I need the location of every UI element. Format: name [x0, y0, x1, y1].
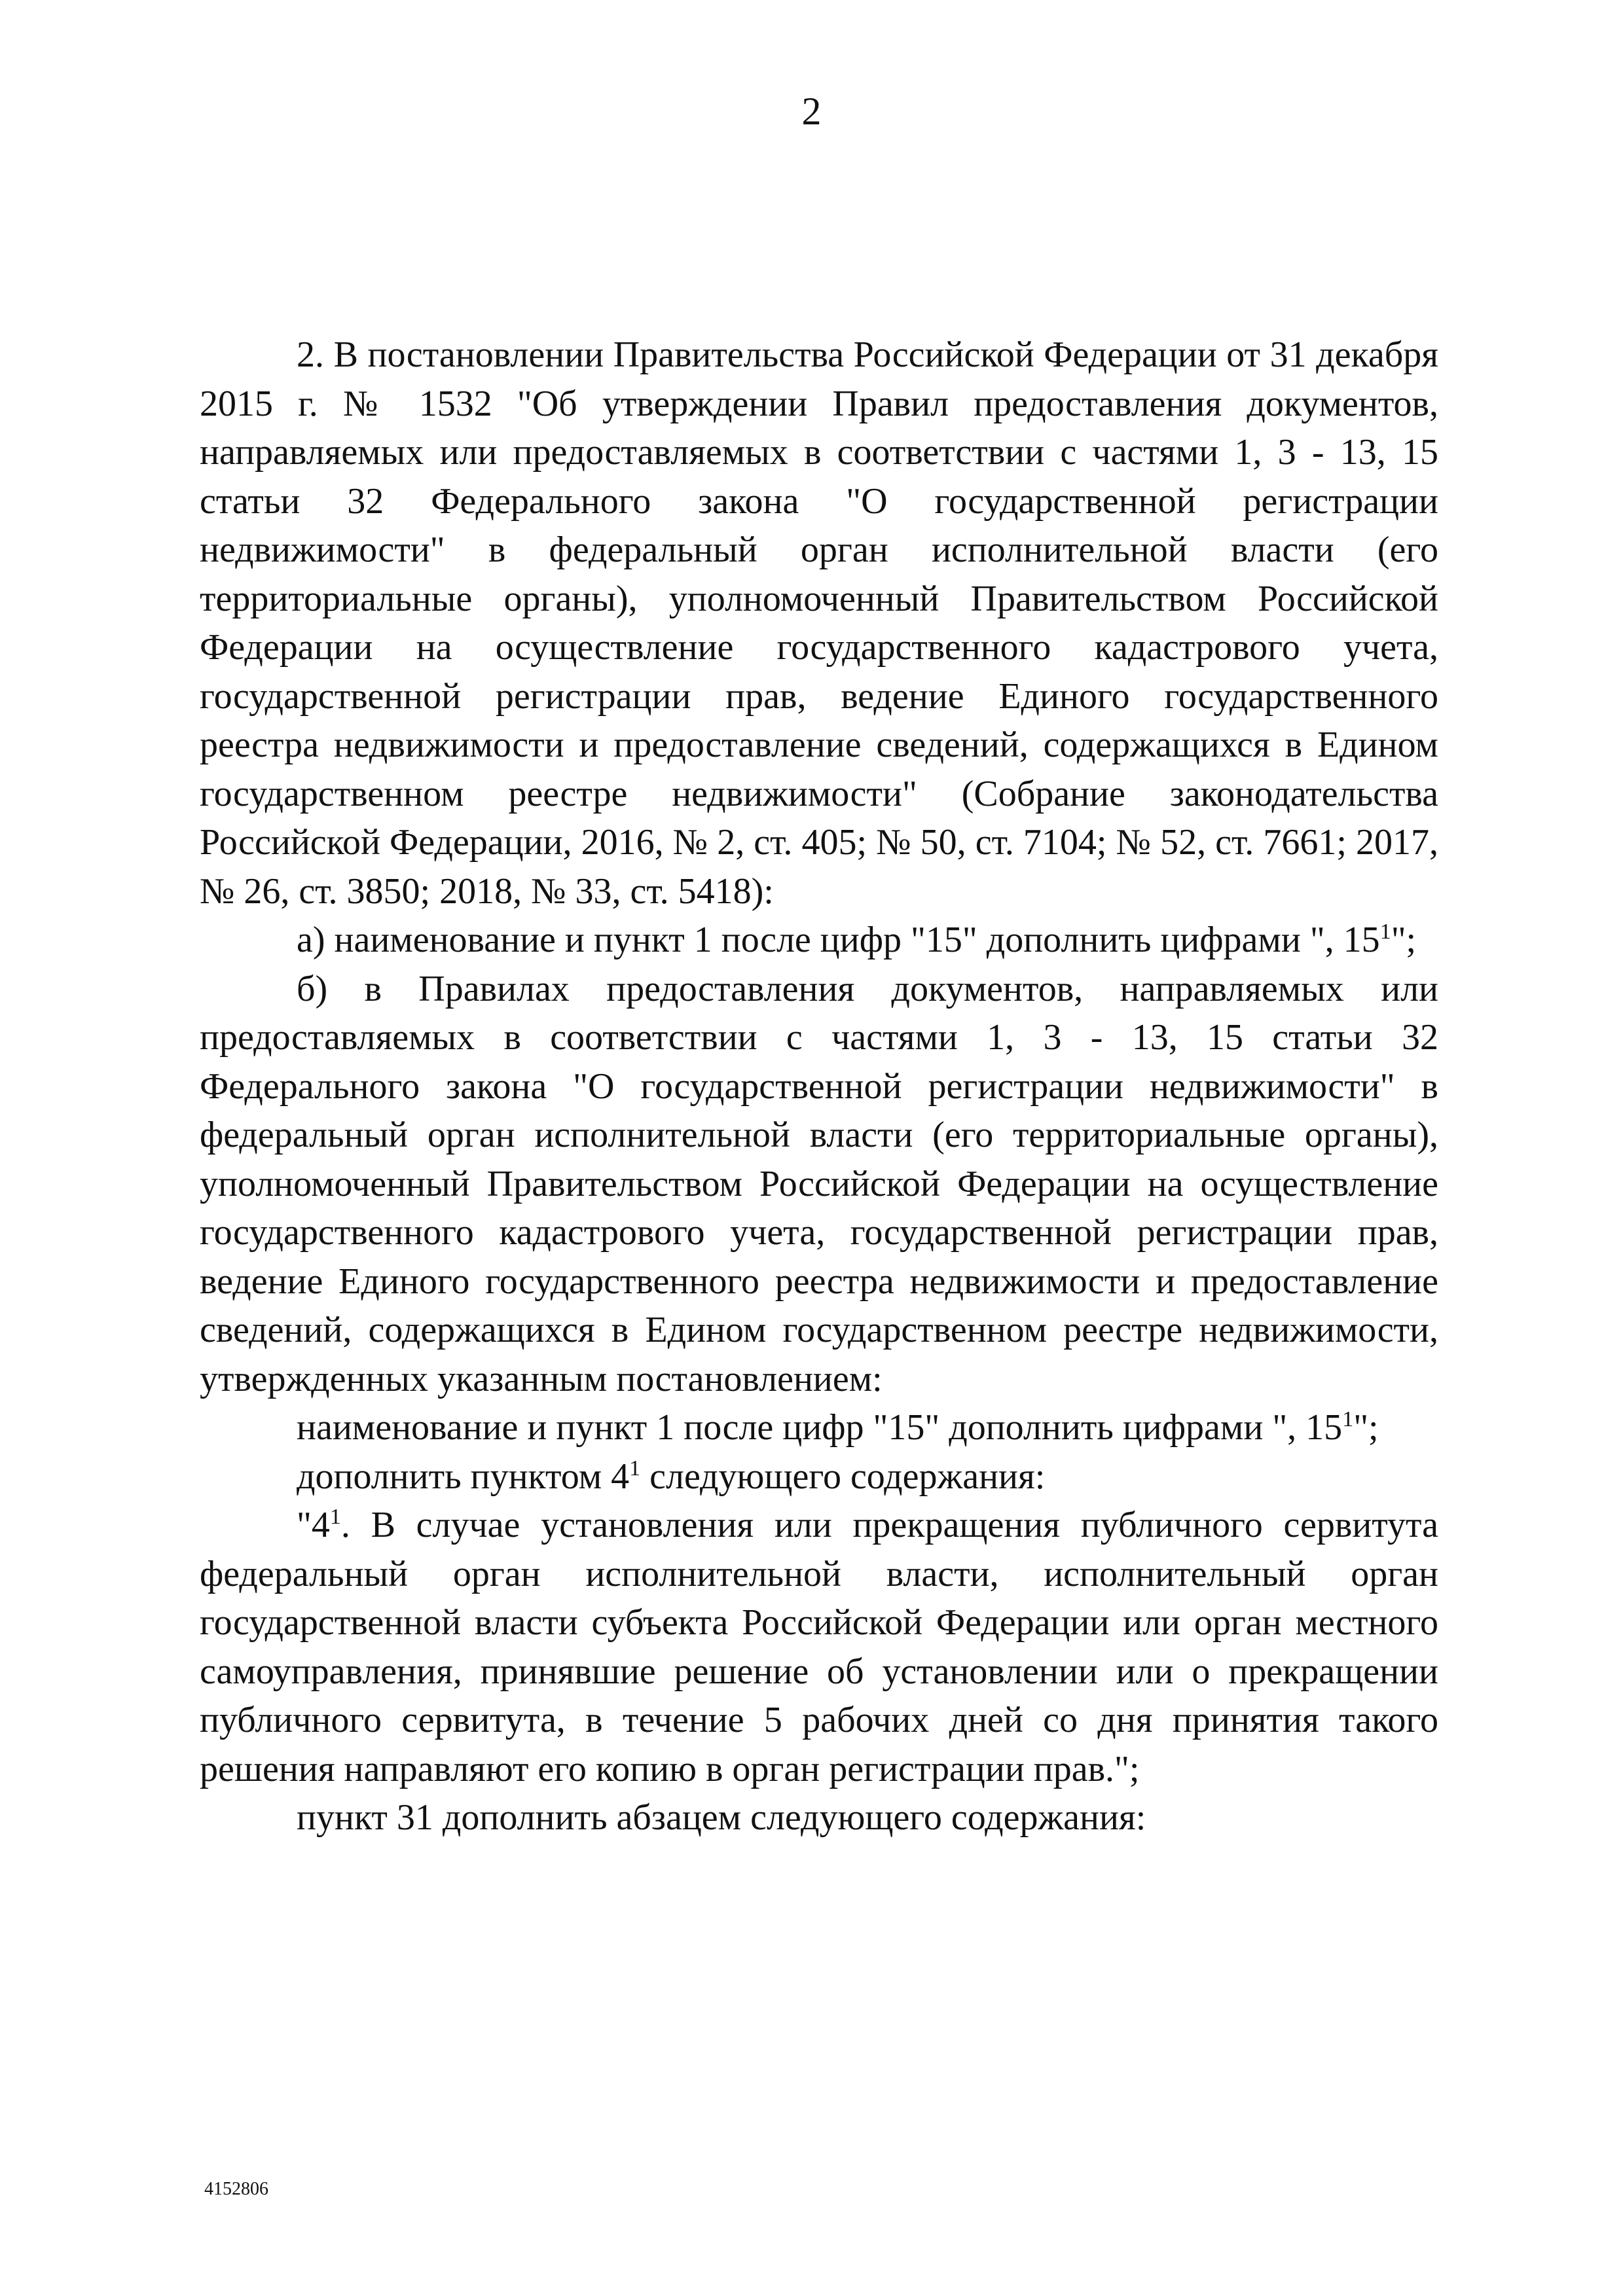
point-4-1-number: "4 — [297, 1505, 330, 1545]
document-body — [200, 331, 1438, 1842]
paragraph-point-31: пункт 31 дополнить абзацем следующего содержания: — [297, 1797, 1146, 1838]
document-code: 4152806 — [204, 2179, 268, 2199]
page-number: 2 — [801, 90, 822, 133]
add-point-end: следующего содержания: — [640, 1456, 1046, 1497]
paragraph-item-b: б) в Правилах предоставления документов, направляемых или предоставляемых в соответствии с частями 1, 3 - 13, 15 статьи 32 Федерального закона "О государственной регистрации недвижимости" в федеральный орган исполнительной власти (его территориальные органы), уполномоченный Правительством Российской Федерации на осуществление государственного кадастрового учета, государственной регистрации прав, ведение Единого государственного реестра недвижимости и предоставление сведений, содержащихся в Едином государственном реестре недвижимости, утвержденных указанным постановлением: — [200, 968, 1438, 1399]
item-a-text: а) наименование и пункт 1 после цифр "15" дополнить цифрами ", 15 — [297, 920, 1380, 960]
point-4-1-text: . В случае установления или прекращения публичного сервитута федеральный орган исполнительной власти, исполнительный орган государственной власти субъекта Российской Федерации или орган местного самоуправления, принявшие решение об установлении или о прекращении публичного сервитута, в течение 5 рабочих дней со дня принятия такого решения направляют его копию в орган регистрации прав."; — [200, 1505, 1438, 1789]
paragraph-name-change — [200, 1403, 1438, 1452]
paragraph-point-4-1 — [200, 1501, 1438, 1793]
paragraph-add-point — [200, 1452, 1438, 1501]
name-change-end: "; — [1353, 1407, 1379, 1448]
name-change-superscript: 1 — [1342, 1407, 1354, 1431]
item-a-end: "; — [1391, 920, 1417, 960]
paragraph-amendment-2: 2. В постановлении Правительства Российской Федерации от 31 декабря 2015 г. № 1532 "Об утверждении Правил предоставления документов, направляемых или предоставляемых в соответствии с частями 1, 3 - 13, 15 статьи 32 Федерального закона "О государственной регистрации недвижимости" в федеральный орган исполнительной власти (его территориальные органы), уполномоченный Правительством Российской Федерации на осуществление государственного кадастрового учета, государственной регистрации прав, ведение Единого государственного реестра недвижимости и предоставление сведений, содержащихся в Едином государственном реестре недвижимости" (Собрание законодательства Российской Федерации, 2016, № 2, ст. 405; № 50, ст. 7104; № 52, ст. 7661; 2017, № 26, ст. 3850; 2018, № 33, ст. 5418): — [200, 334, 1438, 912]
name-change-text: наименование и пункт 1 после цифр "15" дополнить цифрами ", 15 — [297, 1407, 1343, 1448]
add-point-text: дополнить пунктом 4 — [297, 1456, 630, 1497]
add-point-superscript: 1 — [629, 1456, 641, 1480]
paragraph-item-a — [200, 916, 1438, 965]
item-a-superscript: 1 — [1379, 920, 1391, 944]
point-4-1-superscript: 1 — [329, 1505, 341, 1529]
